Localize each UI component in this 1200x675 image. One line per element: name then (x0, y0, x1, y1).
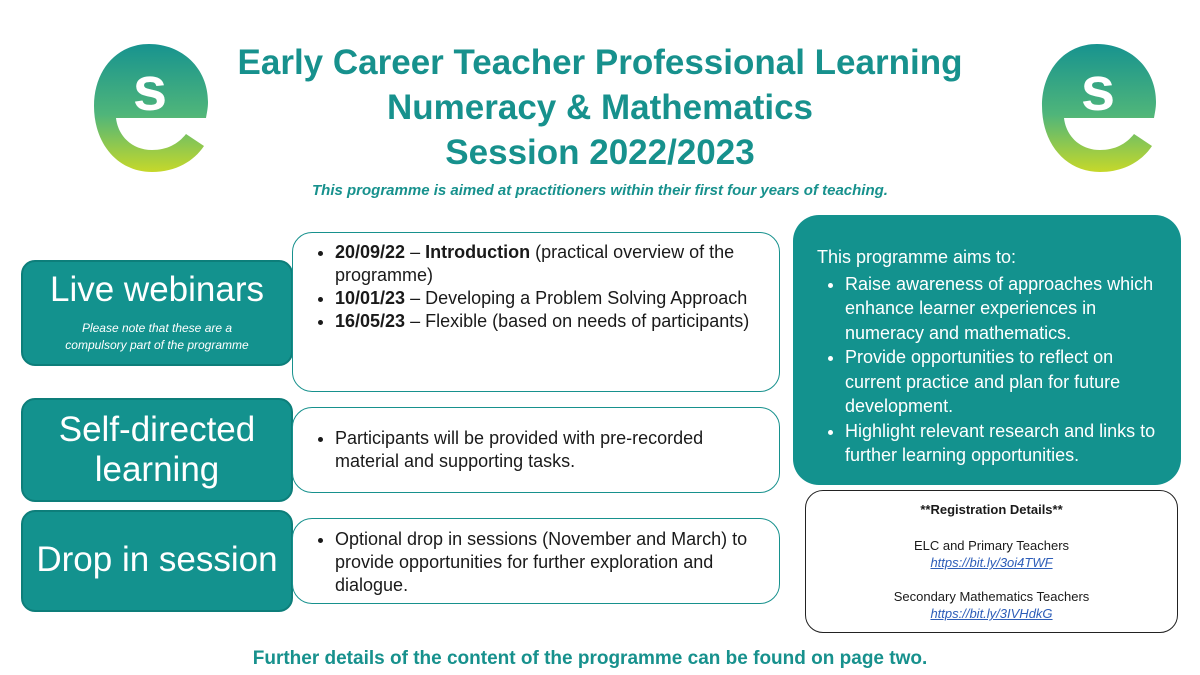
webinars-label-box (21, 260, 293, 366)
title-line-3: Session 2022/2023 (445, 133, 755, 172)
page-title (200, 40, 1000, 175)
self-directed-label-line-1: Self-directed (58, 410, 256, 449)
webinars-note-line-1: Please note that these are a (81, 321, 233, 335)
webinar-date: 20/09/22 (335, 242, 406, 262)
self-directed-content-box (292, 407, 780, 493)
aims-list (817, 272, 1159, 468)
page-subtitle: This programme is aimed at practitioners within their first four years of teaching. (312, 182, 888, 199)
webinar-item (335, 241, 755, 287)
registration-link-secondary[interactable]: https://bit.ly/3IVHdkG (930, 606, 1053, 621)
webinar-sep: – (405, 288, 426, 308)
registration-box (805, 490, 1178, 633)
webinars-content-box (292, 232, 780, 392)
brand-logo-right (1038, 40, 1156, 178)
webinar-item (335, 310, 755, 333)
drop-in-content-box (292, 518, 780, 604)
self-directed-label-line-2: learning (94, 450, 220, 489)
registration-heading: **Registration Details** (920, 502, 1063, 517)
brand-logo-left (90, 40, 208, 178)
webinars-note-line-2: compulsory part of the programme (65, 338, 249, 352)
webinar-detail: Flexible (based on needs of participants) (425, 311, 750, 331)
drop-in-text: • Optional drop in sessions (November and March) to provide opportunities for further exploration and dialogue. (335, 528, 749, 597)
webinar-item (335, 287, 755, 310)
webinars-label: Live webinars (50, 270, 264, 309)
webinar-detail: Developing a Problem Solving Approach (425, 288, 748, 308)
drop-in-label-box (21, 510, 293, 612)
aims-intro: This programme aims to: (817, 247, 1017, 267)
registration-link-primary[interactable]: https://bit.ly/3oi4TWF (930, 555, 1053, 570)
aims-item: • Highlight relevant research and links to further learning opportunities. (845, 419, 1159, 468)
title-line-2: Numeracy & Mathematics (387, 88, 813, 127)
webinar-date: 16/05/23 (335, 311, 406, 331)
aims-box (793, 215, 1181, 485)
webinar-sep: – (405, 242, 426, 262)
webinar-date: 10/01/23 (335, 288, 406, 308)
aims-item: • Raise awareness of approaches which enhance learner experiences in numeracy and mathematics. (845, 272, 1159, 346)
webinar-detail: (practical overview of the programme) (335, 242, 735, 285)
registration-group-primary: ELC and Primary Teachers (913, 538, 1070, 553)
drop-in-label: Drop in session (36, 540, 278, 579)
logo-glyph-left: s (132, 55, 168, 124)
webinar-list (293, 241, 755, 333)
footer-note: Further details of the content of the programme can be found on page two. (252, 648, 928, 669)
title-line-1: Early Career Teacher Professional Learning (237, 43, 963, 82)
webinar-title: Introduction (425, 242, 531, 262)
webinar-sep: – (405, 311, 426, 331)
logo-glyph-right: s (1080, 55, 1116, 124)
self-directed-label-box (21, 398, 293, 502)
self-directed-text: • Participants will be provided with pre-recorded material and supporting tasks. (335, 427, 749, 473)
registration-group-secondary: Secondary Mathematics Teachers (893, 589, 1090, 604)
webinars-note (23, 320, 291, 354)
aims-item: • Provide opportunities to reflect on current practice and plan for future development. (845, 345, 1159, 419)
